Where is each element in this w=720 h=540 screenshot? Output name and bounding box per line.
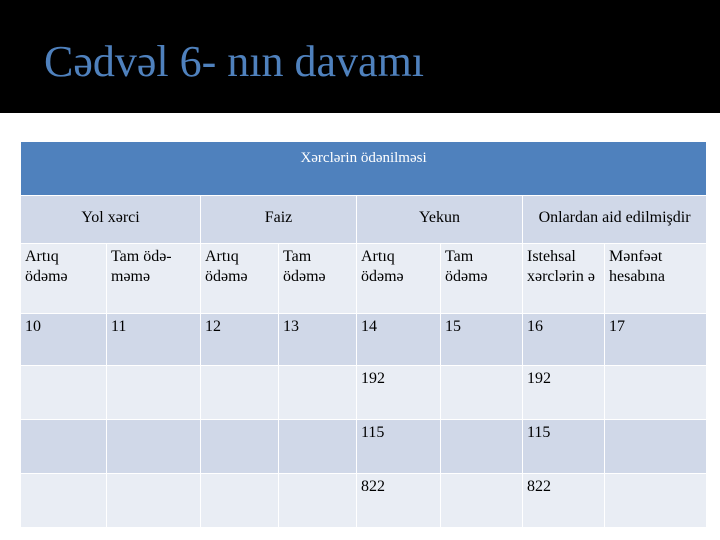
subheader-cell: Mənfəət hesabına [605,244,707,314]
table-cell: 115 [357,420,441,474]
table-cell: 192 [523,366,605,420]
table-cell [441,366,523,420]
title-band [0,0,720,113]
subheader-cell: Artıq ödəmə [357,244,441,314]
subheader-cell: Artıq ödəmə [201,244,279,314]
table-cell [605,366,707,420]
slide-title: Cədvəl 6- nın davamı [44,37,425,86]
table-cell [107,366,201,420]
subheader-cell: Artıq ödəmə [21,244,107,314]
table-cell: 115 [523,420,605,474]
table-row [21,420,707,474]
table-cell [107,474,201,528]
subheader-cell: Istehsal xərclərin ə [523,244,605,314]
column-number-cell: 15 [441,314,523,366]
table-row [21,366,707,420]
column-number-cell: 12 [201,314,279,366]
table-main-header: Xərclərin ödənilməsi [21,142,707,196]
table-cell: 822 [357,474,441,528]
column-number-cell: 13 [279,314,357,366]
group-header-onlardan: Onlardan aid edilmişdir [523,196,707,244]
table-cell [107,420,201,474]
table-cell [21,420,107,474]
column-number-cell: 16 [523,314,605,366]
table-cell [279,474,357,528]
table-cell [605,420,707,474]
table-cell: 192 [357,366,441,420]
table-cell [279,366,357,420]
group-header-yekun: Yekun [357,196,523,244]
table-cell [441,420,523,474]
table-cell [201,366,279,420]
subheader-cell: Tam ödə-məmə [107,244,201,314]
expenses-table [20,141,707,528]
table-cell [279,420,357,474]
column-number-cell: 11 [107,314,201,366]
column-number-cell: 10 [21,314,107,366]
table-cell [441,474,523,528]
table-cell [201,474,279,528]
table-cell [201,420,279,474]
subheader-cell: Tam ödəmə [441,244,523,314]
subheader-cell: Tam ödəmə [279,244,357,314]
group-header-yol-xerci: Yol xərci [21,196,201,244]
table-cell [21,474,107,528]
group-header-faiz: Faiz [201,196,357,244]
column-number-cell: 14 [357,314,441,366]
column-number-cell: 17 [605,314,707,366]
table-row [21,474,707,528]
table-cell [21,366,107,420]
table-cell [605,474,707,528]
table-cell: 822 [523,474,605,528]
